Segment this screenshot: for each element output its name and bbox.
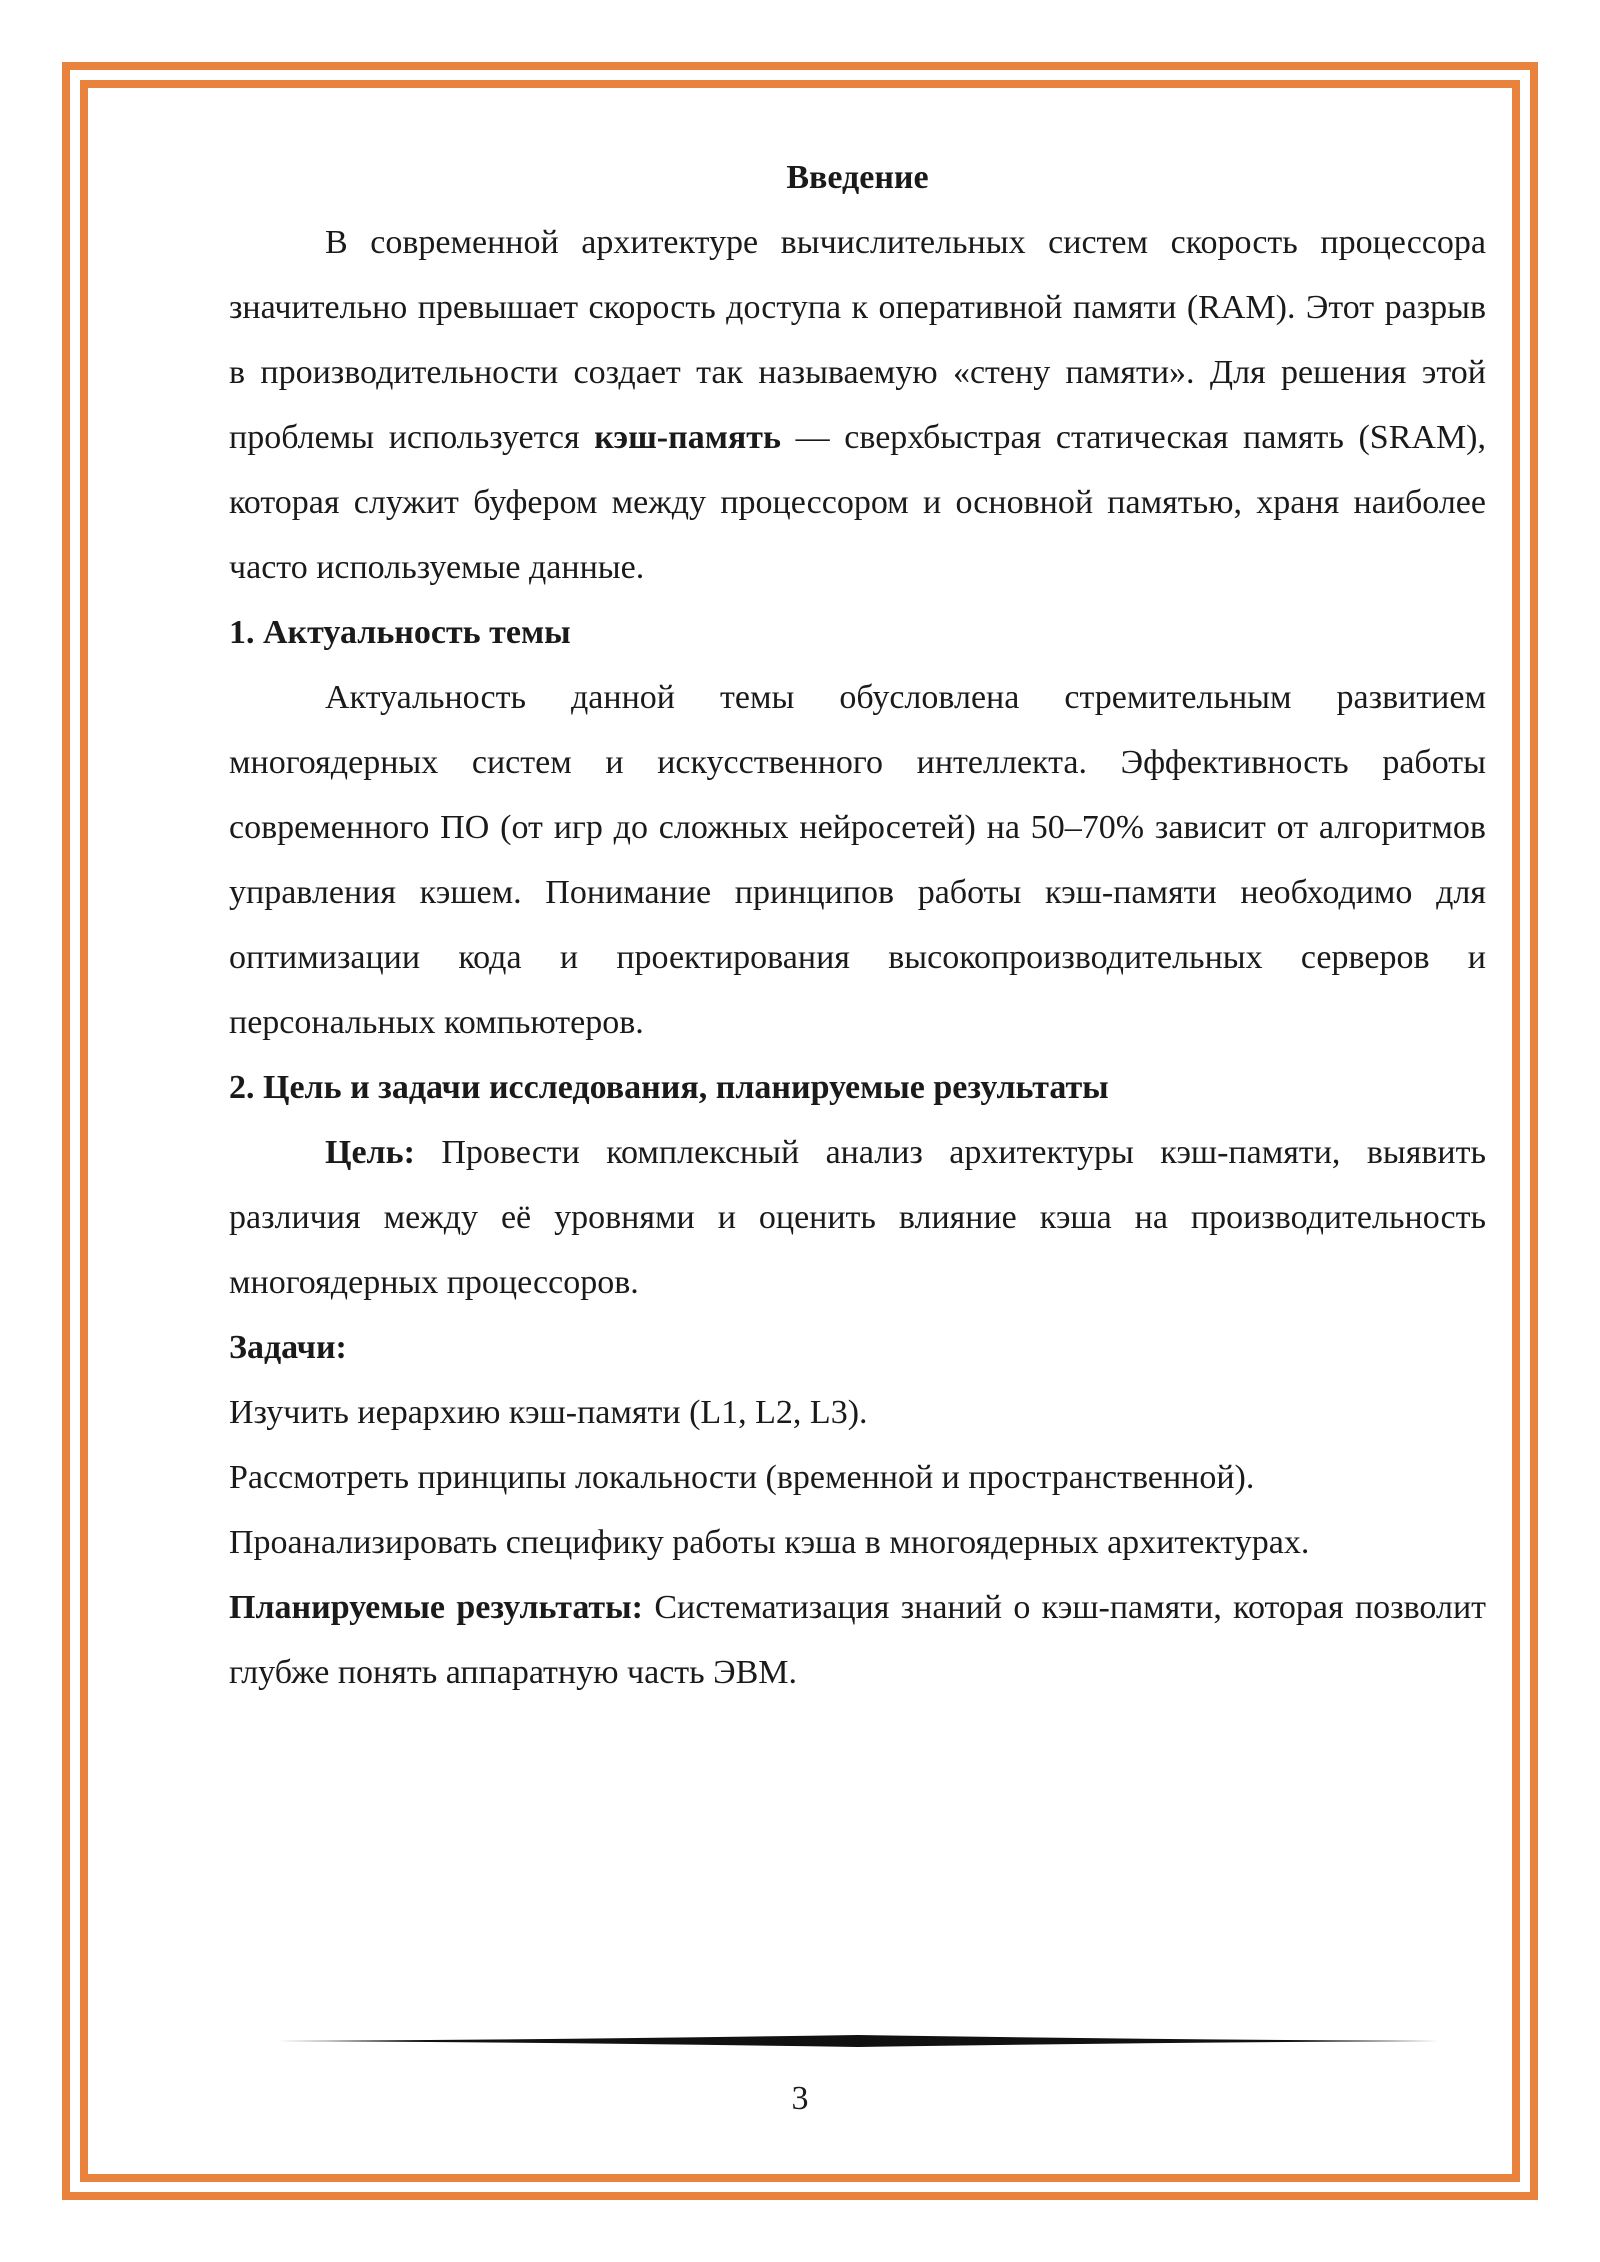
- section1-paragraph: Актуальность данной темы обусловлена стремительным развитием многоядерных систем и искусственного интеллекта. Эффективность работы современного ПО (от игр до сложных нейросетей) на 50–70% зависит от алгоритмов управления кэшем. Понимание принципов работы кэш-памяти необходимо для оптимизации кода и проектирования высокопроизводительных серверов и персональных компьютеров.: [229, 679, 1486, 1041]
- section1-heading: 1. Актуальность темы: [229, 614, 571, 651]
- page-number: 3: [791, 2080, 809, 2117]
- tasks-label: Задачи:: [229, 1329, 347, 1366]
- task-item-1: Изучить иерархию кэш-памяти (L1, L2, L3).: [229, 1394, 868, 1431]
- results-label: Планируемые результаты:: [229, 1589, 644, 1626]
- document-body: [229, 145, 1486, 1705]
- section2-heading: 2. Цель и задачи исследования, планируемые результаты: [229, 1069, 1109, 1106]
- footer-divider: [278, 2034, 1438, 2048]
- goal-text: Провести комплексный анализ архитектуры кэш-памяти, выявить различия между её уровнями и оценить влияние кэша на производительность многоядерных процессоров.: [229, 1134, 1486, 1301]
- goal-paragraph: [229, 1120, 1486, 1315]
- intro-paragraph: [229, 210, 1486, 600]
- intro-bold-term: кэш-память: [594, 419, 781, 456]
- task-item-2: Рассмотреть принципы локальности (временной и пространственной).: [229, 1459, 1255, 1496]
- task-item-3: Проанализировать специфику работы кэша в многоядерных архитектурах.: [229, 1524, 1310, 1561]
- intro-text-start: В современной архитектуре вычислительных систем скорость процессора значительно превышает скорость доступа к оперативной памяти (RAM). Этот разрыв в производительности создает так называемую «стену памяти». Для решения этой проблемы используется: [229, 224, 1486, 456]
- results-text: Систематизация знаний о кэш-памяти, которая позволит глубже понять аппаратную часть ЭВМ.: [229, 1589, 1487, 1691]
- page-title: Введение: [786, 159, 929, 196]
- goal-label: Цель:: [325, 1134, 415, 1171]
- results-paragraph: [229, 1575, 1486, 1705]
- intro-text-end: — сверхбыстрая статическая память (SRAM), которая служит буфером между процессором и основной памятью, храня наиболее часто используемые данные.: [229, 419, 1486, 586]
